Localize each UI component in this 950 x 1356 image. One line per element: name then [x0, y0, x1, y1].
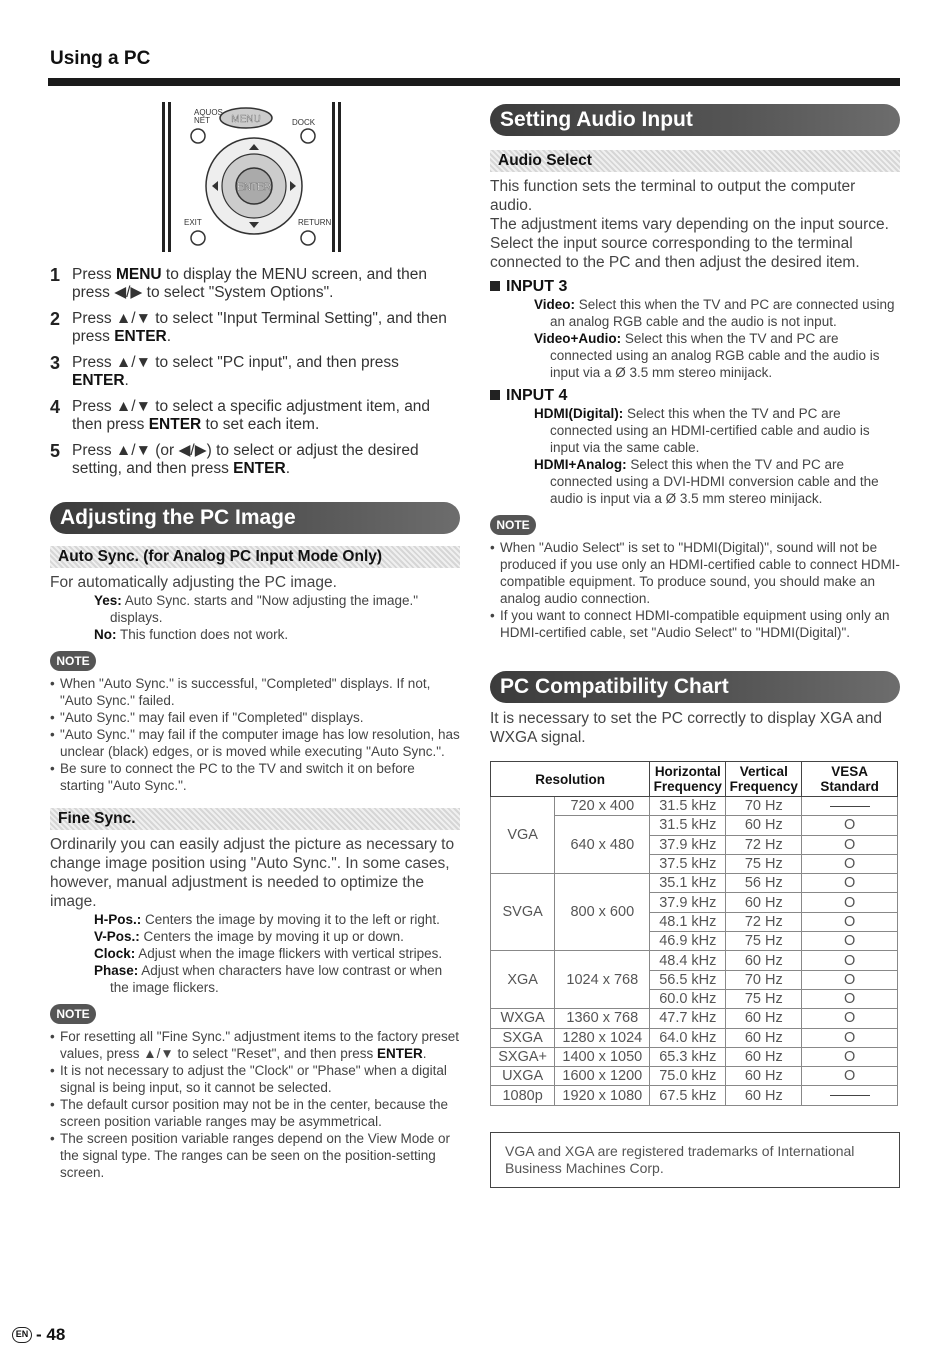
auto-sync-notes — [50, 675, 460, 794]
audio-intro-2: The adjustment items vary depending on the input source. Select the input source corresponding to the terminal connected to the PC and then adjust the desired item. — [490, 216, 889, 271]
cell-vesa: O — [802, 835, 898, 854]
step-text-part: . — [166, 328, 172, 345]
cell-horizontal: 37.5 kHz — [650, 854, 726, 873]
table-row — [491, 951, 898, 970]
header-horizontal: Horizontal Frequency — [650, 762, 726, 797]
adjusting-banner: Adjusting the PC Image — [50, 502, 460, 534]
cell-vesa: O — [802, 893, 898, 912]
cell-horizontal: 65.3 kHz — [650, 1047, 726, 1066]
term-label: Clock: — [94, 946, 136, 961]
term-label: Video: — [534, 297, 576, 312]
cell-vertical: 60 Hz — [726, 1067, 802, 1086]
term-label: V-Pos.: — [94, 929, 140, 944]
list-item: • It is not necessary to adjust the "Clock" or "Phase" when a digital signal is being input, so it cannot be selected. — [50, 1062, 460, 1096]
cell-vesa: O — [802, 912, 898, 931]
step-text — [72, 442, 460, 478]
remote-illustration — [162, 100, 344, 258]
step-text-part: to set each item. — [201, 416, 320, 433]
list-item: • "Auto Sync." may fail even if "Completed" displays. — [50, 709, 460, 726]
list-item: • Be sure to connect the PC to the TV and switch it on before starting "Auto Sync.". — [50, 760, 460, 794]
list-item: • For resetting all "Fine Sync." adjustment items to the factory preset values, press ▲/▼ to select "Reset", and then press ENTER. — [50, 1028, 460, 1062]
key-name: ENTER — [72, 372, 125, 389]
table-row — [491, 1028, 898, 1047]
cell-resolution: 1920 x 1080 — [555, 1086, 650, 1105]
cell-vesa: O — [802, 854, 898, 873]
cell-vesa: O — [802, 970, 898, 989]
term-text: Select this when the TV and PC are connected using an analog RGB cable and the audio is not input. — [550, 297, 895, 329]
step-text-part: . — [124, 372, 129, 389]
cell-vertical: 75 Hz — [726, 854, 802, 873]
page-title: Using a PC — [50, 48, 151, 69]
step-text — [72, 354, 460, 390]
step-text-part: . — [285, 460, 290, 477]
table-row — [491, 797, 898, 816]
cell-vertical: 60 Hz — [726, 893, 802, 912]
cell-vesa — [802, 797, 898, 816]
table-row — [491, 1086, 898, 1105]
steps-list — [50, 266, 460, 478]
audio-select-heading: Audio Select — [490, 150, 900, 172]
term-label: Video+Audio: — [534, 331, 622, 346]
cell-horizontal: 31.5 kHz — [650, 797, 726, 816]
header-rule — [48, 78, 900, 86]
cell-vesa: O — [802, 1028, 898, 1047]
term-label: HDMI(Digital): — [534, 406, 624, 421]
cell-vesa: O — [802, 874, 898, 893]
list-item: • When "Auto Sync." is successful, "Completed" displays. If not, "Auto Sync." failed. — [50, 675, 460, 709]
cell-vesa: O — [802, 989, 898, 1008]
step-item — [50, 310, 460, 346]
cell-vesa: O — [802, 951, 898, 970]
step-text-part: Press ▲/▼ to select "PC input", and then press — [72, 354, 399, 371]
cell-group: UXGA — [491, 1067, 555, 1086]
cell-resolution: 800 x 600 — [555, 874, 650, 951]
input3-heading: INPUT 3 — [490, 278, 900, 296]
cell-horizontal: 48.4 kHz — [650, 951, 726, 970]
input3-terms — [490, 296, 900, 381]
remote-keys-drawing — [162, 100, 344, 258]
step-number: 5 — [50, 441, 61, 461]
term-text: Select this when the TV and PC are connected using an HDMI-certified cable and audio is input via the same cable. — [550, 406, 870, 455]
cell-vesa: O — [802, 1067, 898, 1086]
term-item — [506, 405, 900, 456]
step-item — [50, 266, 460, 302]
cell-group: SVGA — [491, 874, 555, 951]
key-name: MENU — [115, 266, 162, 283]
cell-horizontal: 47.7 kHz — [650, 1009, 726, 1028]
cell-vertical: 72 Hz — [726, 912, 802, 931]
cell-vertical: 75 Hz — [726, 932, 802, 951]
fine-sync-intro: Ordinarily you can easily adjust the picture as necessary to change image position using "Auto Sync.". In some cases, however, manual adjustment is needed to optimize the image. — [50, 836, 455, 910]
cell-vesa: O — [802, 1009, 898, 1028]
term-item — [506, 330, 900, 381]
list-item: • If you want to connect HDMI-compatible equipment using only an HDMI-certified cable, set "Audio Select" to "HDMI(Digital)". — [490, 607, 900, 641]
input4-heading: INPUT 4 — [490, 387, 900, 405]
cell-group: SXGA — [491, 1028, 555, 1047]
cell-vesa: O — [802, 932, 898, 951]
cell-group: SXGA+ — [491, 1047, 555, 1066]
compat-intro: It is necessary to set the PC correctly to display XGA and WXGA signal. — [490, 710, 882, 746]
cell-resolution: 1400 x 1050 — [555, 1047, 650, 1066]
cell-resolution: 1360 x 768 — [555, 1009, 650, 1028]
term-item — [66, 626, 460, 643]
cell-vertical: 60 Hz — [726, 816, 802, 835]
auto-sync-intro: For automatically adjusting the PC image. — [50, 574, 337, 591]
cell-resolution: 1280 x 1024 — [555, 1028, 650, 1047]
cell-horizontal: 37.9 kHz — [650, 893, 726, 912]
cell-horizontal: 64.0 kHz — [650, 1028, 726, 1047]
table-row — [491, 1047, 898, 1066]
cell-horizontal: 75.0 kHz — [650, 1067, 726, 1086]
list-item: • When "Audio Select" is set to "HDMI(Digital)", sound will not be produced if you use only an HDMI-certified cable to connect HDMI-compatible equipment. To produce sound, you should make an analog audio connection. — [490, 539, 900, 607]
step-number: 3 — [50, 353, 61, 373]
cell-horizontal: 56.5 kHz — [650, 970, 726, 989]
audio-notes — [490, 539, 900, 641]
svg-text:RETURN: RETURN — [298, 218, 332, 227]
right-column — [490, 100, 900, 1188]
auto-sync-terms — [50, 592, 460, 643]
term-label: No: — [94, 627, 117, 642]
cell-horizontal: 48.1 kHz — [650, 912, 726, 931]
table-row — [491, 874, 898, 893]
cell-vesa: O — [802, 816, 898, 835]
step-text — [72, 266, 460, 302]
step-text-part: Press ▲/▼ to select "Input Terminal Setting", and then press — [72, 310, 447, 345]
list-item: • "Auto Sync." may fail if the computer image has low resolution, has unclear (black) edges, or is moved while executing "Auto Sync.". — [50, 726, 460, 760]
term-label: HDMI+Analog: — [534, 457, 627, 472]
key-name: ENTER — [148, 416, 202, 433]
term-item — [66, 962, 460, 996]
term-item — [66, 928, 460, 945]
trademark-note: VGA and XGA are registered trademarks of International Business Machines Corp. — [490, 1132, 900, 1188]
term-text: Auto Sync. starts and "Now adjusting the image." displays. — [110, 593, 419, 625]
list-item: • The default cursor position may not be in the center, because the screen position variable ranges may be asymmetrical. — [50, 1096, 460, 1130]
cell-group: 1080p — [491, 1086, 555, 1105]
cell-group: WXGA — [491, 1009, 555, 1028]
svg-text:DOCK: DOCK — [292, 118, 316, 127]
note-badge: NOTE — [50, 651, 96, 671]
cell-vesa — [802, 1086, 898, 1105]
cell-vertical: 60 Hz — [726, 1028, 802, 1047]
header-vertical: Vertical Frequency — [726, 762, 802, 797]
term-text: Select this when the TV and PC are connected using a DVI-HDMI conversion cable and the audio is input via a Ø 3.5 mm stereo minijack. — [550, 457, 879, 506]
step-item — [50, 398, 460, 434]
cell-resolution: 720 x 400 — [555, 797, 650, 816]
svg-text:EXIT: EXIT — [184, 218, 202, 227]
cell-horizontal: 46.9 kHz — [650, 932, 726, 951]
header-vesa: VESA Standard — [802, 762, 898, 797]
term-text: This function does not work. — [116, 627, 289, 642]
term-text: Centers the image by moving it to the left or right. — [141, 912, 440, 927]
cell-vertical: 60 Hz — [726, 1086, 802, 1105]
cell-group: VGA — [491, 797, 555, 874]
cell-resolution: 1600 x 1200 — [555, 1067, 650, 1086]
compat-table — [490, 761, 898, 1106]
key-name: ENTER — [114, 328, 167, 345]
step-number: 2 — [50, 309, 61, 329]
cell-vertical: 72 Hz — [726, 835, 802, 854]
cell-vesa: O — [802, 1047, 898, 1066]
audio-intro-1: This function sets the terminal to output the computer audio. — [490, 178, 856, 214]
cell-vertical: 60 Hz — [726, 1009, 802, 1028]
fine-sync-heading: Fine Sync. — [50, 808, 460, 830]
cell-vertical: 60 Hz — [726, 951, 802, 970]
term-label: Phase: — [94, 963, 139, 978]
term-item — [66, 945, 460, 962]
auto-sync-heading: Auto Sync. (for Analog PC Input Mode Only) — [50, 546, 460, 568]
term-item — [506, 456, 900, 507]
fine-sync-notes — [50, 1028, 460, 1181]
page-number: - 48 — [36, 1325, 66, 1344]
input4-terms — [490, 405, 900, 507]
term-text: Select this when the TV and PC are connected using an analog RGB cable and the audio is input via a Ø 3.5 mm stereo minijack. — [550, 331, 880, 380]
key-name: ENTER — [233, 460, 286, 477]
cell-resolution: 640 x 480 — [555, 816, 650, 874]
cell-horizontal: 31.5 kHz — [650, 816, 726, 835]
term-item — [506, 296, 900, 330]
term-text: Adjust when characters have low contrast or when the image flickers. — [110, 963, 443, 995]
cell-horizontal: 35.1 kHz — [650, 874, 726, 893]
cell-horizontal: 60.0 kHz — [650, 989, 726, 1008]
svg-text:MENU: MENU — [231, 114, 261, 125]
cell-vertical: 70 Hz — [726, 970, 802, 989]
step-text — [72, 310, 460, 346]
cell-vertical: 60 Hz — [726, 1047, 802, 1066]
step-item — [50, 442, 460, 478]
svg-text:NET: NET — [194, 116, 210, 125]
step-text-part: Press ▲/▼ to select a specific adjustment item, and then press — [72, 398, 431, 433]
cell-group: XGA — [491, 951, 555, 1009]
table-row — [491, 1067, 898, 1086]
table-row — [491, 1009, 898, 1028]
cell-vertical: 75 Hz — [726, 989, 802, 1008]
term-text: Adjust when the image flickers with vertical stripes. — [135, 946, 443, 961]
svg-text:AQUOS: AQUOS — [194, 108, 223, 117]
header-resolution: Resolution — [491, 762, 650, 797]
cell-vertical: 56 Hz — [726, 874, 802, 893]
language-badge: EN — [12, 1327, 32, 1343]
step-number: 1 — [50, 265, 61, 285]
cell-resolution: 1024 x 768 — [555, 951, 650, 1009]
step-text-part: Press ▲/▼ (or ◀/▶) to select or adjust the desired setting, and then press — [72, 442, 419, 477]
fine-sync-terms — [50, 911, 460, 996]
svg-text:ENTER: ENTER — [237, 182, 271, 193]
left-column — [50, 100, 460, 1181]
note-badge: NOTE — [50, 1004, 96, 1024]
step-text-part: Press — [72, 266, 116, 283]
step-text — [72, 398, 460, 434]
step-number: 4 — [50, 397, 61, 417]
term-text: Centers the image by moving it up or down. — [139, 929, 404, 944]
term-item — [66, 592, 460, 626]
note-badge: NOTE — [490, 515, 536, 535]
step-text-part: to display the MENU screen, and then press ◀/▶ to select "System Options". — [72, 266, 427, 301]
cell-horizontal: 67.5 kHz — [650, 1086, 726, 1105]
term-item — [66, 911, 460, 928]
term-label: Yes: — [94, 593, 122, 608]
compat-banner: PC Compatibility Chart — [490, 671, 900, 703]
cell-vertical: 70 Hz — [726, 797, 802, 816]
page-footer — [12, 1325, 65, 1345]
step-item — [50, 354, 460, 390]
term-label: H-Pos.: — [94, 912, 142, 927]
cell-horizontal: 37.9 kHz — [650, 835, 726, 854]
audio-banner: Setting Audio Input — [490, 104, 900, 136]
list-item: • The screen position variable ranges depend on the View Mode or the signal type. The ranges can be seen on the position-setting screen. — [50, 1130, 460, 1181]
